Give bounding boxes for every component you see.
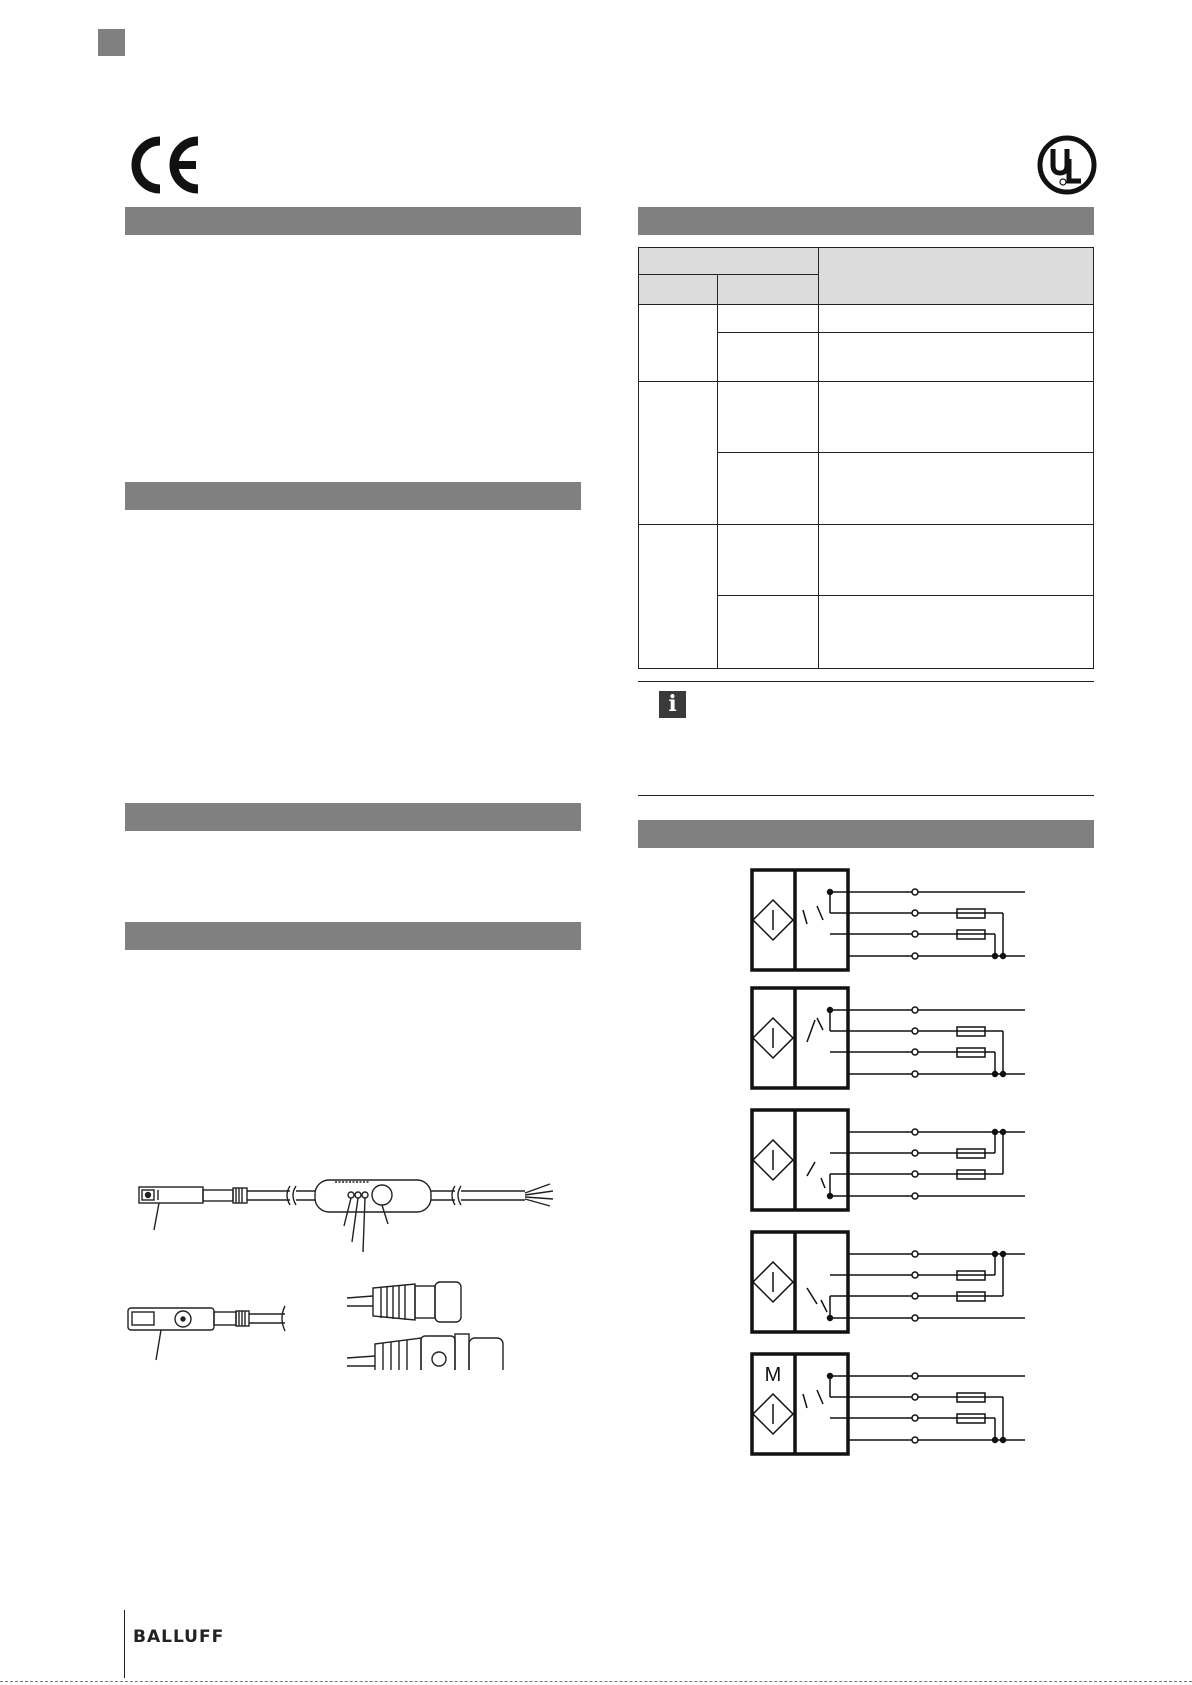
table-cell [638, 524, 718, 669]
section-header-bar-3 [125, 803, 581, 831]
table-cell [818, 524, 1094, 596]
data-table [638, 247, 1094, 669]
note-bottom-rule [638, 795, 1094, 796]
table-cell [818, 381, 1094, 453]
footer-divider [124, 1610, 125, 1678]
table-header-cell [818, 247, 1094, 305]
table-cell [717, 595, 819, 669]
table-cell [818, 595, 1094, 669]
table-header-cell [717, 274, 819, 305]
product-drawing [125, 1160, 585, 1370]
wiring-block-5 [752, 1354, 1025, 1454]
section-header-bar-5 [638, 207, 1094, 235]
info-icon: i [659, 691, 686, 718]
table-cell [717, 332, 819, 382]
ce-mark-icon [126, 135, 202, 195]
table-cell [818, 332, 1094, 382]
table-header-cell [638, 247, 819, 275]
wiring-block-2 [752, 988, 1025, 1088]
wiring-diagram [745, 866, 1030, 1456]
table-header-cell [638, 274, 718, 305]
table-cell [818, 304, 1094, 333]
section-header-bar-4 [125, 922, 581, 950]
table-cell [818, 452, 1094, 525]
motor-label: M [764, 1364, 782, 1386]
section-header-bar-1 [125, 207, 581, 235]
note-top-rule [638, 681, 1094, 682]
table-cell [717, 452, 819, 525]
section-header-bar-6 [638, 820, 1094, 848]
page-trim-line [0, 1681, 1192, 1682]
wiring-block-1 [752, 870, 1025, 970]
brand-logo: BALLUFF [133, 1627, 225, 1647]
ul-mark-icon [1036, 135, 1098, 195]
wiring-block-4 [752, 1232, 1025, 1332]
table-cell [717, 304, 819, 333]
table-cell [717, 381, 819, 453]
wiring-block-3 [752, 1110, 1025, 1210]
table-cell [717, 524, 819, 596]
table-cell [638, 381, 718, 525]
table-cell [638, 304, 718, 382]
section-header-bar-2 [125, 482, 581, 510]
page-corner-marker [98, 29, 125, 56]
